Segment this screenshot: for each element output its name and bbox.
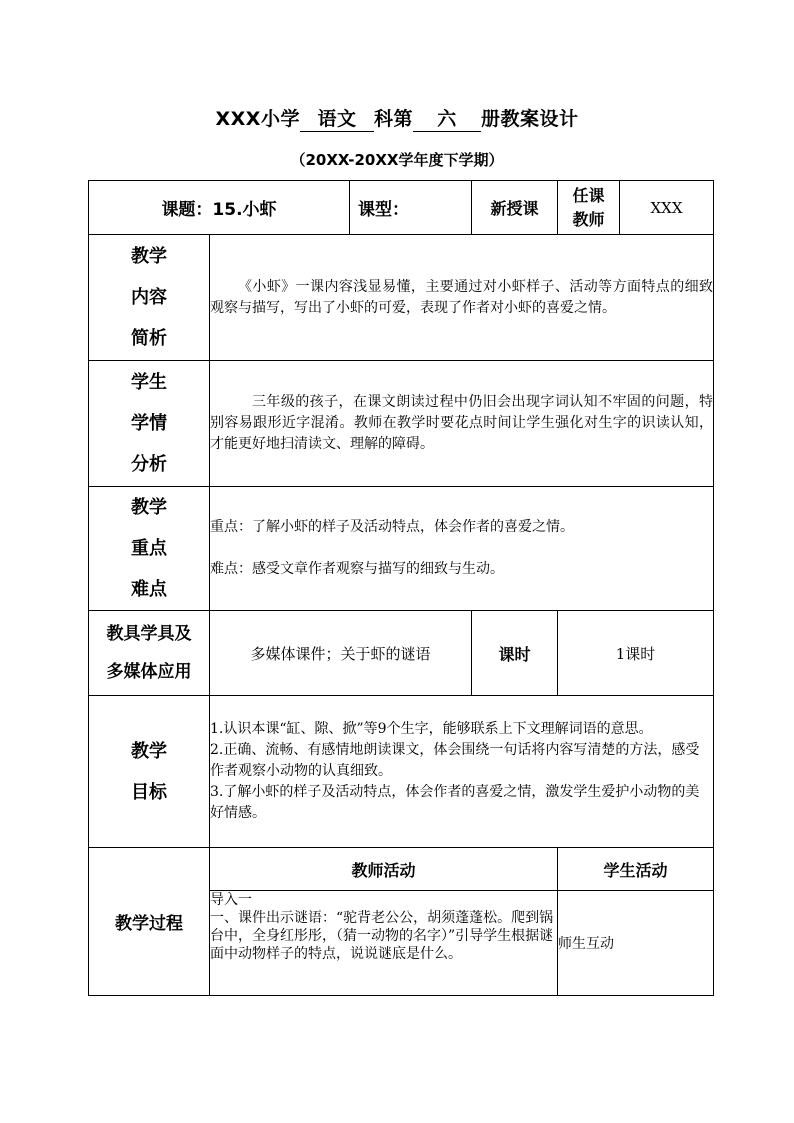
students-text: 三年级的孩子，在课文朗读过程中仍旧会出现字词认知不牢固的问题，特别容易跟形近字混淆。教师在教学时要花点时间让学生强化对生字的识读认知，才能更好地扫清读文、理解的障碍。 (210, 394, 714, 452)
teacher-activity-line-2: 一、课件出示谜语：“驼背老公公，胡须蓬蓬松。爬到锅台中，全身红彤彤，（猜一动物的名字）”引导学生根据谜面中动物样子的特点，说说谜底是什么。 (210, 910, 554, 962)
key-label-line-1: 教学 (131, 497, 167, 518)
students-label-line-1: 学生 (131, 372, 167, 393)
goals-label (89, 696, 210, 848)
summary-content (210, 235, 714, 361)
goal-item-3: 3.了解小虾的样子及活动特点，体会作者的喜爱之情，激发学生爱护小动物的美好情感。 (210, 784, 700, 821)
media-value: 多媒体课件；关于虾的谜语 (210, 611, 472, 696)
document-title (0, 104, 794, 132)
goals-label-line-2: 目标 (131, 781, 167, 803)
summary-label (89, 235, 210, 361)
lesson-type-value: 新授课 (472, 181, 558, 235)
teacher-label-line-1: 任课 (572, 185, 605, 205)
process-header-row (89, 848, 714, 891)
process-label: 教学过程 (89, 848, 210, 996)
summary-row (89, 235, 714, 361)
goals-content (210, 696, 714, 848)
summary-text: 《小虾》一课内容浅显易懂，主要通过对小虾样子、活动等方面特点的细致观察与描写，写出了小虾的可爱，表现了作者对小虾的喜爱之情。 (210, 278, 714, 316)
goal-item-1: 1.认识本课“缸、隙、掀”等9个生字，能够联系上下文理解词语的意思。 (210, 721, 653, 737)
difficulty-text: 难点：感受文章作者观察与描写的细致与生动。 (210, 561, 504, 577)
lesson-topic: 课题：15.小虾 (89, 181, 350, 235)
key-points-row (89, 487, 714, 611)
media-row (89, 611, 714, 696)
students-label-line-3: 分析 (131, 454, 167, 475)
summary-label-line-1: 教学 (131, 246, 167, 267)
hours-value: 1课时 (558, 611, 714, 696)
student-activity-content: 师生互动 (558, 891, 714, 996)
school-name: XXX小学 (215, 108, 300, 130)
teacher-value: XXX (620, 181, 714, 235)
teacher-activity-line-1: 导入一 (210, 892, 252, 908)
media-label-line-2: 多媒体应用 (106, 662, 192, 682)
student-activity-header: 学生活动 (558, 848, 714, 891)
lesson-type-label: 课型： (350, 181, 472, 235)
hours-label: 课时 (472, 611, 558, 696)
lesson-plan-table (88, 180, 714, 996)
key-label-line-3: 难点 (131, 579, 167, 600)
goal-item-2: 2.正确、流畅、有感情地朗读课文，体会围绕一句话将内容写清楚的方法，感受作者观察小动物的认真细致。 (210, 742, 700, 779)
students-content (210, 361, 714, 487)
media-label (89, 611, 210, 696)
subject-blank: 语文 (300, 104, 374, 132)
students-label (89, 361, 210, 487)
students-label-line-2: 学情 (131, 413, 167, 434)
key-label-line-2: 重点 (131, 538, 167, 559)
teacher-activity-header: 教师活动 (210, 848, 558, 891)
goals-row (89, 696, 714, 848)
focus-text: 重点：了解小虾的样子及活动特点，体会作者的喜爱之情。 (210, 519, 574, 535)
volume-suffix: 册教案设计 (480, 108, 579, 130)
volume-blank: 六 (413, 104, 481, 132)
goals-label-line-1: 教学 (131, 740, 167, 762)
term-subtitle: （20XX-20XX学年度下学期） (290, 151, 504, 169)
summary-label-line-3: 简析 (131, 328, 167, 349)
subject-suffix: 科第 (373, 108, 413, 130)
students-row (89, 361, 714, 487)
key-points-content (210, 487, 714, 611)
media-label-line-1: 教具学具及 (106, 624, 192, 644)
key-points-label (89, 487, 210, 611)
summary-label-line-2: 内容 (131, 287, 167, 308)
teacher-label (558, 181, 620, 235)
teacher-label-line-2: 教师 (572, 209, 605, 229)
lesson-info-row (89, 181, 714, 235)
teacher-activity-content (210, 891, 558, 996)
